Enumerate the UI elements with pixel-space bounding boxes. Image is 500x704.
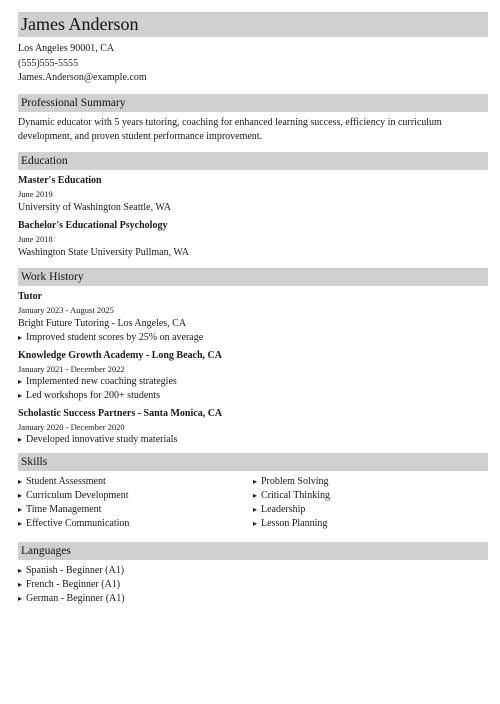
education-list [18,174,488,260]
language-item: ▸ Spanish - Beginner (A1) [18,564,125,576]
degree: Bachelor's Educational Psychology [18,219,168,231]
bullet-icon: ▸ [18,518,23,528]
job-bullet: ▸ Developed innovative study materials [18,433,178,445]
job-bullets [18,375,488,403]
school: University of Washington Seattle, WA [18,201,171,213]
job-bullet: ▸ Improved student scores by 25% on average [18,331,204,343]
summary-heading-text: Professional Summary [21,96,126,109]
bullet-icon: ▸ [18,434,23,444]
degree: Master's Education [18,174,102,186]
bullet-icon: ▸ [18,332,23,342]
skill-item: ▸ Student Assessment [18,475,106,487]
bullet-icon: ▸ [18,476,23,486]
education-item [18,219,488,260]
job-title: Tutor [18,290,43,302]
skills-columns [18,475,488,531]
skill-item: ▸ Critical Thinking [253,489,330,501]
job-bullet: ▸ Implemented new coaching strategies [18,375,177,387]
languages-list [18,564,488,606]
job-item [18,349,488,403]
work-heading [18,268,488,286]
email: James.Anderson@example.com [18,72,147,83]
bullet-icon: ▸ [253,504,258,514]
phone: (555)555-5555 [18,57,78,69]
work-list [18,290,488,447]
skills-heading [18,453,488,471]
bullet-icon: ▸ [18,579,23,589]
job-item [18,407,488,447]
skill-item: ▸ Problem Solving [253,475,329,487]
skill-item: ▸ Lesson Planning [253,517,328,529]
resume-page [18,12,488,606]
school: Washington State University Pullman, WA [18,246,189,258]
name-header [18,12,488,37]
job-item [18,290,488,345]
language-item: ▸ German - Beginner (A1) [18,592,125,604]
bullet-icon: ▸ [18,376,23,386]
skill-item: ▸ Leadership [253,503,306,515]
contact-info [18,42,488,86]
job-bullets [18,433,488,447]
skills-heading-text: Skills [21,455,48,468]
bullet-icon: ▸ [253,476,258,486]
skill-item: ▸ Time Management [18,503,102,515]
job-title: Knowledge Growth Academy - Long Beach, CA [18,349,222,361]
job-bullets [18,331,488,345]
education-heading [18,152,488,170]
job-date: January 2020 - December 2020 [18,421,125,432]
education-date: June 2018 [18,233,53,244]
candidate-name: James Anderson [21,14,139,34]
bullet-icon: ▸ [18,565,23,575]
job-company: Bright Future Tutoring - Los Angeles, CA [18,317,187,329]
job-date: January 2023 - August 2025 [18,304,114,315]
education-item [18,174,488,215]
bullet-icon: ▸ [18,390,23,400]
languages-heading-text: Languages [21,544,71,557]
summary-heading [18,94,488,112]
bullet-icon: ▸ [253,518,258,528]
language-item: ▸ French - Beginner (A1) [18,578,121,590]
job-title: Scholastic Success Partners - Santa Monica, CA [18,407,223,419]
job-date: January 2021 - December 2022 [18,363,125,374]
bullet-icon: ▸ [18,490,23,500]
education-heading-text: Education [21,154,68,167]
address: Los Angeles 90001, CA [18,43,115,54]
skills-right [253,475,488,531]
skill-item: ▸ Effective Communication [18,517,130,529]
skills-left [18,475,253,531]
skill-item: ▸ Curriculum Development [18,489,129,501]
languages-heading [18,542,488,560]
work-heading-text: Work History [21,270,84,283]
bullet-icon: ▸ [18,593,23,603]
job-bullet: ▸ Led workshops for 200+ students [18,389,160,401]
education-date: June 2019 [18,188,53,199]
bullet-icon: ▸ [18,504,23,514]
bullet-icon: ▸ [253,490,258,500]
summary-text: Dynamic educator with 5 years tutoring, coaching for enhanced learning success, efficiency in curriculum development, and proven student performance improvement. [18,116,442,142]
